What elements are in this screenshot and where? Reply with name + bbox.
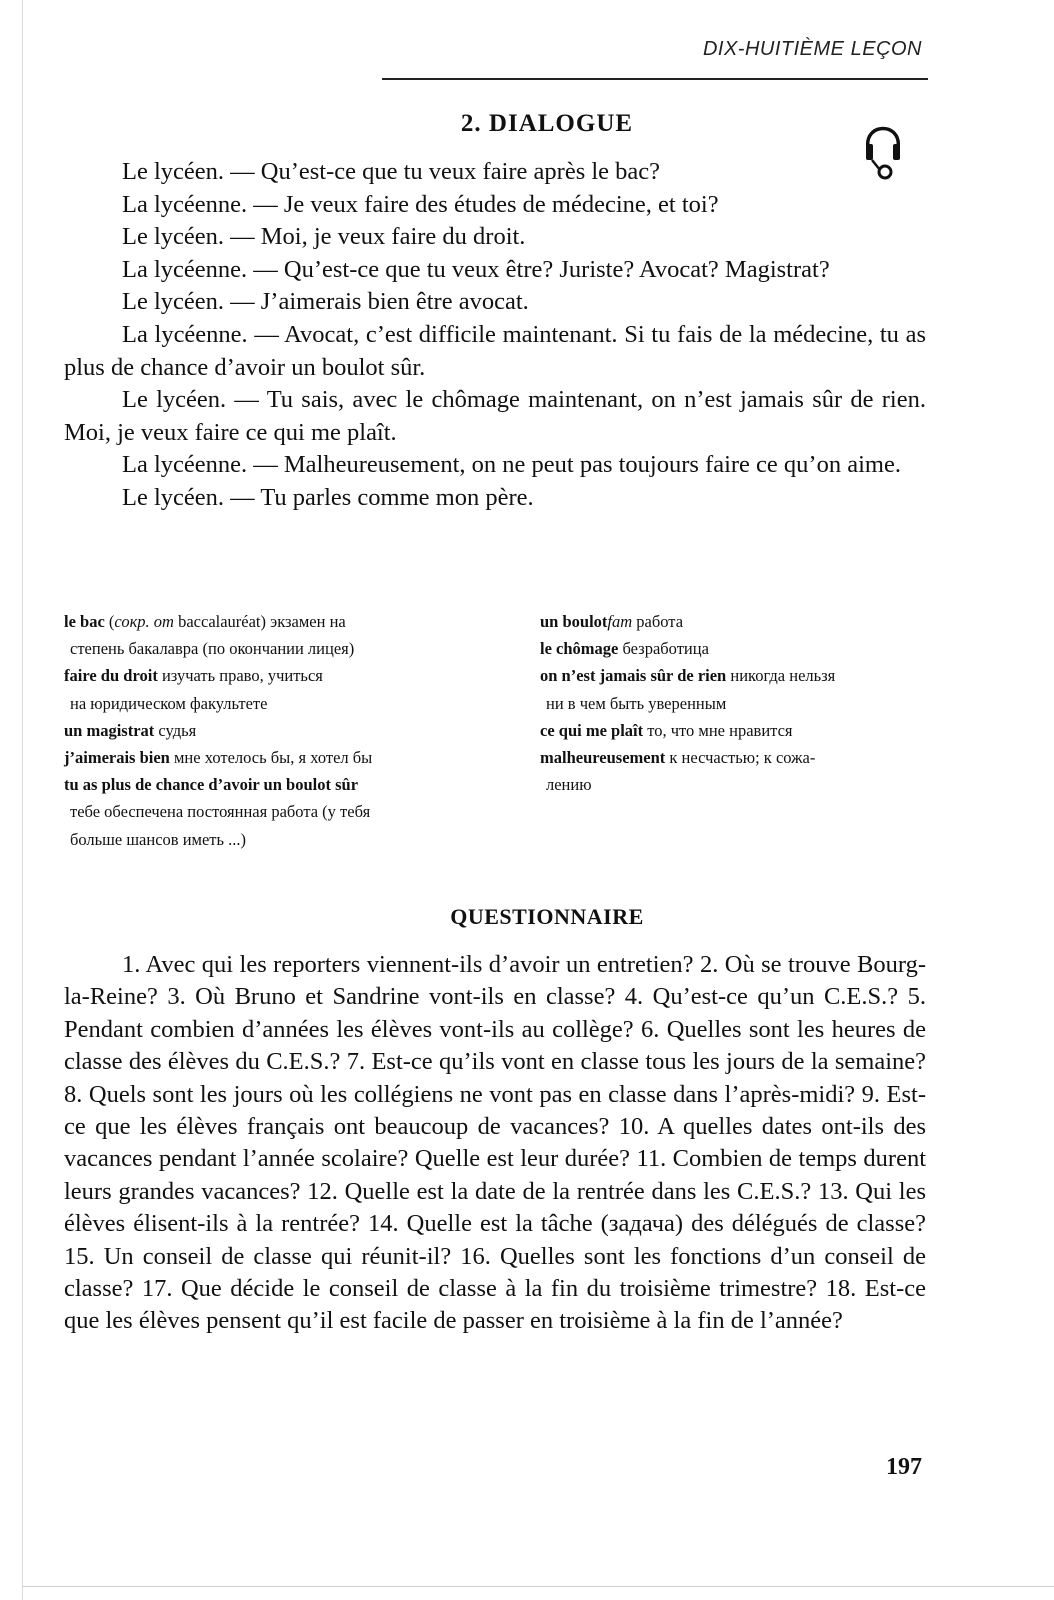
vocab-def: к несчастью; к сожа- bbox=[665, 748, 816, 768]
vocab-entry bbox=[64, 662, 494, 716]
vocab-term: malheureusement bbox=[540, 748, 666, 768]
vocab-def: изучать право, учиться bbox=[157, 666, 323, 686]
vocab-term: on n’est jamais sûr de rien bbox=[540, 666, 727, 686]
vocab-abbr: сокр. от bbox=[114, 612, 174, 631]
page-number: 197 bbox=[886, 1454, 922, 1480]
dialogue-line: La lycéenne. — Qu’est-ce que tu veux être? Juriste? Avocat? Magistrat? bbox=[122, 255, 830, 283]
vocab-def: безработица bbox=[618, 639, 709, 659]
vocab-def-cont: тебе обеспечена постоянная работа (у тебя bbox=[70, 802, 371, 822]
vocab-def-cont: ни в чем быть уверенным bbox=[546, 693, 727, 713]
running-head: DIX-HUITIÈME LEÇON bbox=[702, 38, 922, 60]
dialogue-line: La lycéenne. — Je veux faire des études de médecine, et toi? bbox=[122, 190, 719, 218]
vocab-entry bbox=[540, 717, 920, 744]
vocab-def-cont: больше шансов иметь ...) bbox=[70, 829, 247, 849]
vocab-entry bbox=[64, 608, 494, 662]
section-title: 2. DIALOGUE bbox=[460, 110, 634, 137]
questionnaire-title: QUESTIONNAIRE bbox=[450, 904, 644, 929]
vocab-term: un boulot bbox=[540, 612, 608, 631]
vocab-entry bbox=[64, 717, 494, 744]
dialogue-line: Le lycéen. — Tu parles comme mon père. bbox=[122, 483, 534, 511]
vocab-entry bbox=[540, 608, 920, 635]
dialogue-line: La lycéenne. — Avocat, c’est difficile maintenant. Si tu fais de la médecine, tu as plus de chance d’avoir un boulot sûr. bbox=[64, 320, 926, 381]
vocab-term: tu as plus de chance d’avoir un boulot sûr bbox=[64, 775, 359, 795]
header-rule bbox=[382, 78, 928, 80]
vocab-def-cont: степень бакалавра (по окончании лицея) bbox=[70, 639, 355, 659]
vocab-def: судья bbox=[154, 720, 197, 740]
vocab-entry bbox=[540, 744, 920, 798]
vocab-term: faire du droit bbox=[64, 666, 158, 686]
dialogue-line: Le lycéen. — Qu’est-ce que tu veux faire après le bac? bbox=[122, 158, 661, 185]
dialogue-line: La lycéenne. — Malheureusement, on ne peut pas toujours faire ce qu’on aime. bbox=[122, 451, 901, 479]
vocab-def: то, что мне нравится bbox=[643, 720, 793, 740]
vocab-def: baccalauréat) экзамен на bbox=[173, 612, 346, 631]
vocab-entry bbox=[540, 635, 920, 662]
page-edge bbox=[22, 0, 23, 1600]
vocabulary-left bbox=[64, 608, 494, 853]
vocab-def: мне хотелось бы, я хотел бы bbox=[169, 748, 373, 768]
vocab-entry bbox=[64, 771, 494, 853]
vocab-def: никогда нельзя bbox=[726, 666, 836, 686]
page-edge-bottom bbox=[22, 1586, 1054, 1587]
vocab-term: le bac bbox=[64, 612, 105, 631]
dialogue-line: Le lycéen. — J’aimerais bien être avocat. bbox=[122, 288, 529, 316]
dialogue-line: Le lycéen. — Moi, je veux faire du droit. bbox=[122, 223, 526, 251]
vocab-entry bbox=[64, 744, 494, 771]
vocab-entry bbox=[540, 662, 920, 716]
dialogue-line: Le lycéen. — Tu sais, avec le chômage maintenant, on n’est jamais sûr de rien. Moi, je veux faire ce qui me plaît. bbox=[64, 386, 926, 446]
vocab-note: ( bbox=[104, 612, 115, 631]
vocab-term: un magistrat bbox=[64, 720, 155, 740]
questionnaire-text: 1. Avec qui les reporters viennent-ils d’avoir un entretien? 2. Où se trouve Bourg-la-Reine? 3. Où Bruno et Sandrine vont-ils en classe? 4. Qu’est-ce qu’un C.E.S.? 5. Pendant combien d’années les élèves vont-ils au collège? 6. Quelles sont les heures de classe des élèves du C.E.S.? 7. Est-ce qu’ils vont en classe tous les jours de la semaine? 8. Quels sont les jours où les collégiens ne vont pas en classe dans l’après-midi? 9. Est-ce que les élèves français ont beaucoup de vacances? 10. A quelles dates ont-ils des vacances pendant l’année scolaire? Quelle est leur durée? 11. Combien de temps durent leurs grandes vacances? 12. Quelle est la date de la rentrée dans les C.E.S.? 13. Qui les élèves élisent-ils à la rentrée? 14. Quelle est la tâche (задача) des délégués de classe? 15. Un conseil de classe qui réunit-il? 16. Quelles sont les fonctions d’un conseil de classe? 17. Que décide le conseil de classe à la fin du troisième trimestre? 18. Est-ce que les élèves pensent qu’il est facile de passer en troisième à la fin de l’année? bbox=[64, 951, 926, 1335]
vocab-def: работа bbox=[632, 612, 684, 631]
vocab-def-cont: лению bbox=[546, 775, 592, 795]
dialogue bbox=[64, 156, 926, 515]
vocab-def-cont: на юридическом факультете bbox=[70, 693, 268, 713]
vocabulary-right bbox=[540, 608, 920, 798]
vocab-term: le chômage bbox=[540, 639, 619, 659]
vocab-term: j’aimerais bien bbox=[64, 748, 170, 768]
vocab-term: ce qui me plaît bbox=[540, 720, 644, 740]
vocab-abbr: fam bbox=[607, 612, 633, 631]
